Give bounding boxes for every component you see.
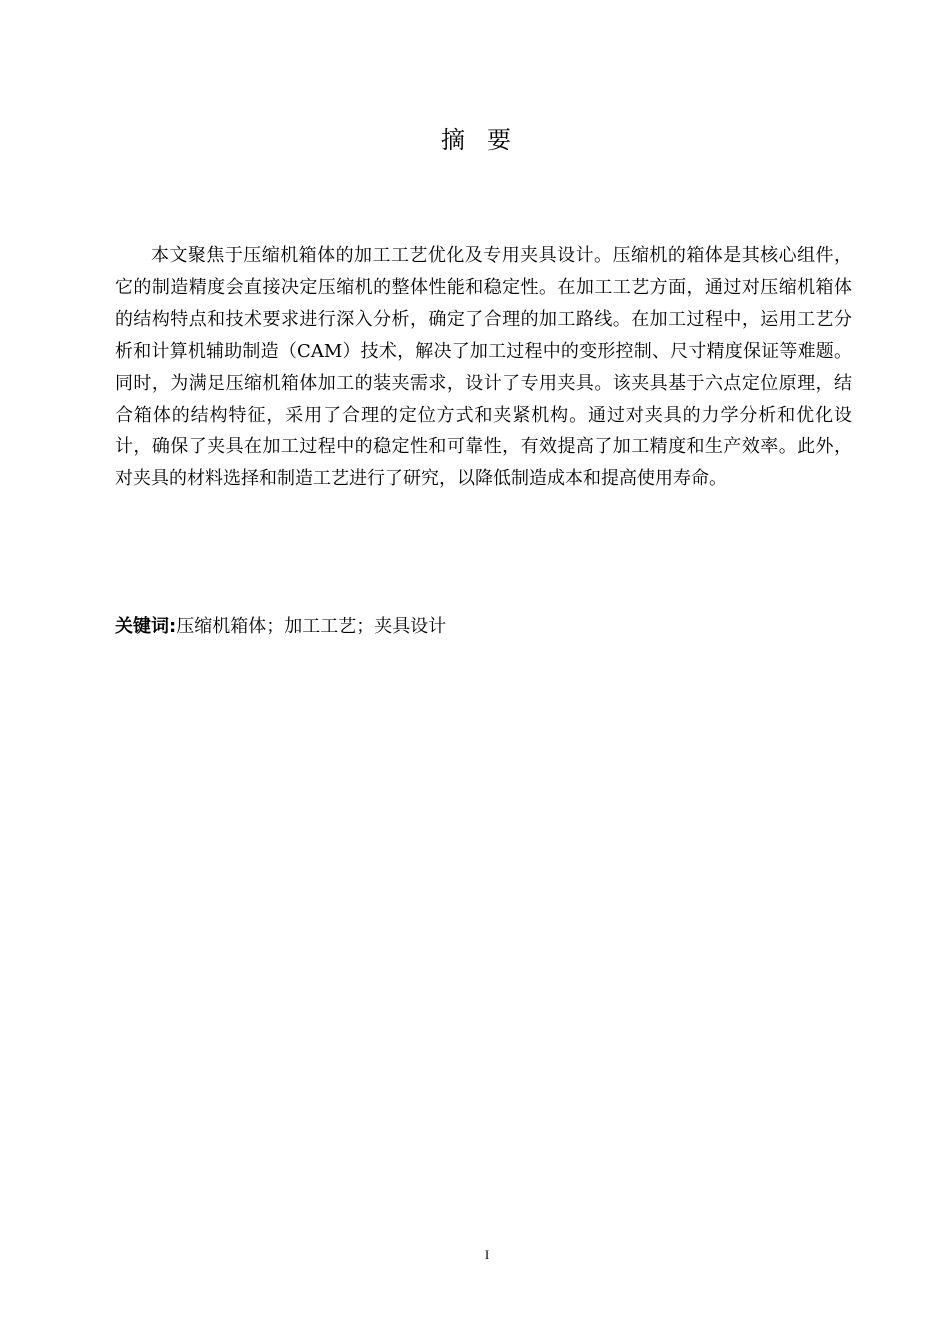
abstract-title: 摘要: [441, 126, 533, 154]
abstract-body: 本文聚焦于压缩机箱体的加工工艺优化及专用夹具设计。压缩机的箱体是其核心组件，它的制造精度会直接决定压缩机的整体性能和稳定性。在加工工艺方面，通过对压缩机箱体的结构特点和技术要求进行深入分析，确定了合理的加工路线。在加工过程中，运用工艺分析和计算机辅助制造（CAM）技术，解决了加工过程中的变形控制、尺寸精度保证等难题。同时，为满足压缩机箱体加工的装夹需求，设计了专用夹具。该夹具基于六点定位原理，结合箱体的结构特征，采用了合理的定位方式和夹紧机构。通过对夹具的力学分析和优化设计，确保了夹具在加工过程中的稳定性和可靠性，有效提高了加工精度和生产效率。此外，对夹具的材料选择和制造工艺进行了研究，以降低制造成本和提高使用寿命。: [115, 245, 852, 490]
page-number: I: [484, 1247, 490, 1262]
keywords-line: [115, 611, 852, 643]
keywords-values: 压缩机箱体；加工工艺；夹具设计: [176, 616, 447, 637]
keywords-label: 关键词:: [115, 616, 177, 637]
